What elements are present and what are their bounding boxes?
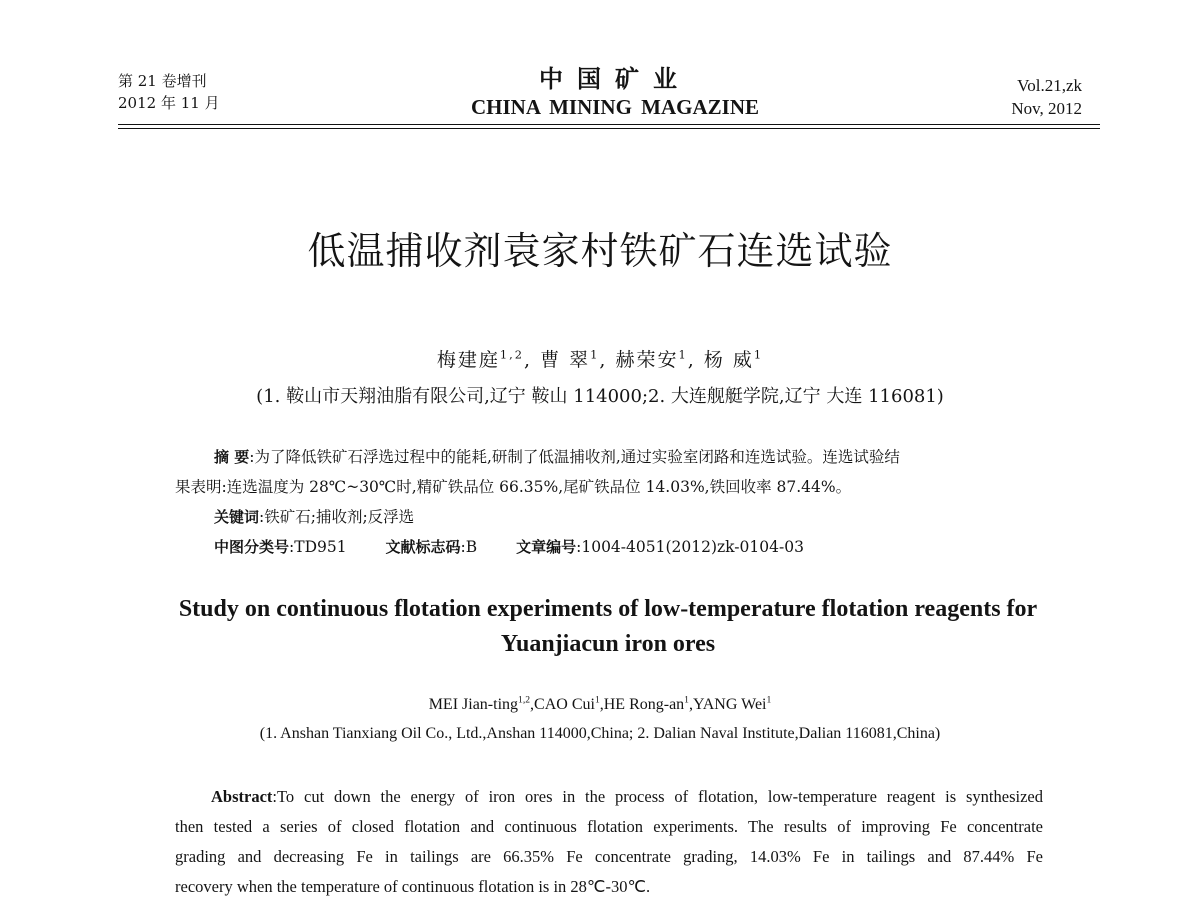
- author-en: CAO Cui$^1$,: [534, 694, 604, 713]
- authors-en: [0, 694, 1200, 716]
- abstract-cn-line-2: 果表明:连选温度为 28℃~30℃时,精矿铁品位 66.35%,尾矿铁品位 14.03%,铁回收率 87.44%。: [175, 478, 852, 496]
- author-en: MEI Jian-ting$^{1,2}$,: [428, 694, 535, 713]
- abstract-en-line-4: recovery when the temperature of continuous flotation is in 28℃-30℃.: [175, 877, 651, 896]
- classification-row: [214, 536, 838, 558]
- affiliation-cn: (1. 鞍山市天翔油脂有限公司,辽宁 鞍山 114000;2. 大连舰艇学院,辽宁 大连 116081): [256, 386, 944, 407]
- volume-cn: 第 21 卷增刊: [118, 72, 207, 90]
- article-number: 文章编号:1004-4051(2012)zk-0104-03: [516, 538, 804, 556]
- author-cn: 杨 威$^1$: [703, 347, 764, 371]
- volume-en: Vol.21,zk: [1017, 76, 1082, 95]
- abstract-en: [175, 782, 1043, 902]
- authors-cn: [0, 346, 1200, 374]
- paper-title-cn: 低温捕收剂袁家村铁矿石连选试验: [307, 229, 893, 273]
- author-en: HE Rong-$an^1$,: [603, 694, 693, 713]
- abstract-cn-line-1: 摘 要:为了降低铁矿石浮选过程中的能耗,研制了低温捕收剂,通过实验室闭路和连选试验。连选试验结: [214, 448, 900, 466]
- header-left: [118, 70, 220, 114]
- date-en: Nov, 2012: [1011, 99, 1082, 118]
- author-cn: 赫荣安$^1$,: [615, 347, 696, 371]
- affiliation-en: (1. Anshan Tianxiang Oil Co., Ltd.,Anshan 114000,China; 2. Dalian Naval Institute,Dalian 116081,China): [259, 725, 941, 742]
- abstract-en-line-1: Abstract:To cut down the energy of iron ores in the process of flotation, low-temperature reagent is synthesized: [211, 787, 1043, 806]
- clc-number: 中图分类号:TD951: [214, 538, 347, 556]
- keywords-cn-label: 关键词: [214, 508, 260, 526]
- author-cn: 梅建庭$^{1,2}$,: [436, 347, 533, 371]
- journal-name-en: CHINA MINING MAGAZINE: [470, 95, 759, 119]
- abstract-en-line-2: then tested a series of closed flotation and continuous flotation experiments. The results of improving Fe concentrate: [175, 817, 1043, 836]
- abstract-en-line-3: grading and decreasing Fe in tailings are 66.35% Fe concentrate grading, 14.03% Fe in tailings and 87.44% Fe: [175, 847, 1043, 866]
- header-right: [1011, 74, 1082, 120]
- keywords-cn: 关键词:铁矿石;捕收剂;反浮选: [214, 508, 415, 526]
- date-cn: 2012 年 11 月: [118, 94, 220, 112]
- header-center: [400, 64, 830, 120]
- paper-title-en: Study on continuous flotation experiments of low-temperature flotation reagents for Yuanjiacun iron ores: [178, 596, 1038, 657]
- header-rule-top: [118, 124, 1100, 125]
- abstract-en-label: Abstract: [211, 787, 273, 806]
- header-rule-bottom: [118, 128, 1100, 129]
- author-en: YANG Wei$^1$: [692, 694, 772, 713]
- journal-name-cn: 中国矿业: [539, 65, 691, 93]
- abstract-cn-label: 摘 要: [214, 448, 250, 466]
- author-cn: 曹 翠$^1$,: [540, 347, 608, 371]
- document-code: 文献标志码:B: [385, 538, 478, 556]
